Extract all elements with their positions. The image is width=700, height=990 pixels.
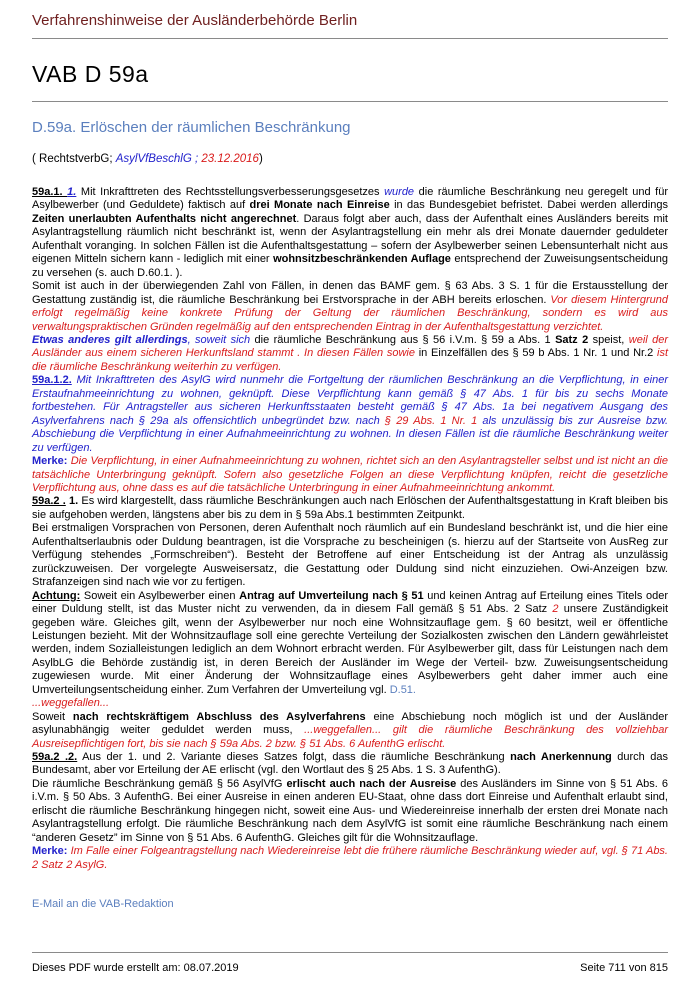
d51-link[interactable]: D.51. [389, 683, 416, 696]
para-etwas-anderes [32, 334, 668, 374]
para-merke-2 [32, 845, 668, 872]
text-run: nach Anerkennung [510, 751, 612, 764]
text-run: Zeiten unerlaubten Aufenthalts nicht angerechnet [32, 212, 297, 225]
text-run: Die Verpflichtung, in einer Aufnahmeeinrichtung zu wohnen, richtet sich an den Asylantragsteller selbst und ist nicht an die tatsächliche Unterbringung geknüpft. Sofern also gesetzliche Folgen an diese Verpflichtung knüpfen, reicht die gesetzliche Verpflichtung aus, ohne dass es auf die tatsächliche Unterbringung in einer Aufnahmeeinrichtung ankommt. [32, 455, 668, 494]
page-footer [32, 952, 668, 974]
text-run: in das Bundesgebiet befristet. Dabei werden allerdings [389, 199, 668, 212]
text-run: als unzulässig bis zur Ausreise bzw. Abschiebung die Verpflichtung in einer Aufnahmeeinrichtung zu wohnen. In diesen Fällen ist die räumliche Beschränkung weiter zu verfügen. [32, 414, 668, 454]
text-run: Die räumliche Beschränkung gemäß § 56 AsylVfG [32, 777, 287, 790]
para-somit [32, 280, 668, 334]
text-run: 1. [65, 495, 79, 508]
text-run: Mit Inkrafttreten des AsylG wird nunmehr die Fortgeltung der räumlichen Beschränkung an die Verpflichtung, in einer Erstaufnahmeeinrichtung zu wohnen, geknüpft. Diese Verpflichtung kann gemäß § 47 Abs. 1 für bis zu sechs Monate fortbestehen. Für Antragsteller aus sicheren Herkunftsstaaten besteht gemäß § 47 Abs. 1a bei negativem Ausgang des Asylverfahrens nach § 29a als offensichtlich unbegründet bzw. nach [32, 374, 668, 427]
text-run: ...weggefallen... [32, 697, 110, 710]
text-run: Mit Inkrafttreten des Rechtsstellungsverbesserungsgesetzes [76, 186, 385, 198]
text-run: 59a.1. [32, 186, 68, 198]
text-run: drei Monate nach Einreise [249, 199, 390, 212]
text-run: eine Abschiebung noch möglich ist und der Ausländer asylunabhängig weiter geduldet werden muss, [32, 710, 669, 737]
text-run: Vor diesem Hintergrund erfolgt regelmäßig keine konkrete Prüfung der Geltung der räumlichen Beschränkung, sondern es wird aus verwaltungspraktischen Gründen regelmäßig auf den entsprechenden Eintrag in der Aufenthaltsgestattung verzichtet. [32, 293, 668, 333]
text-run: die räumliche Beschränkung neu geregelt und für Asylbewerber (und Geduldete) faktisch auf [32, 186, 669, 212]
para-abschluss [32, 711, 668, 751]
text-run: ...weggefallen... gilt die räumliche Beschränkung des vollziehbar Ausreisepflichtigen fort, bis sie nach § 59a Abs. 2 bzw. § 51 Abs. 6 AufenthG erlischt. [32, 724, 669, 750]
text-run: nach rechtskräftigem Abschluss des Asylverfahrens [72, 710, 366, 723]
text-run: . Daraus folgt aber auch, dass der Aufenthalt eines Ausländers bereits mit Asylantragstellung räumlich nicht beschränkt ist, wenn der Asylantragstellung ein mehr als drei Monate dauernder geduldeter Aufenthalt voranging. In solchen Fällen ist die Aufenthaltsgestattung – sofern der Asylbewerber seinen Lebensunterhalt nicht aus eigenen Mitteln sichern kann - lediglich mit einer [32, 212, 668, 266]
para-ausreise [32, 778, 668, 845]
text-run: Etwas anderes gilt allerdings [32, 333, 188, 346]
header-divider [32, 38, 668, 39]
page-title: VAB D 59a [32, 61, 149, 87]
text-run: Aus der 1. und 2. Variante dieses Satzes folgt, dass die räumliche Beschränkung [77, 751, 511, 764]
para-59a2-2 [32, 751, 668, 778]
text-run: § 29 Abs. 1 Nr. 1 [384, 414, 478, 427]
para-59a1 [32, 186, 668, 280]
text-run: : [63, 845, 71, 858]
text-run: durch das Bundesamt, aber vor Erteilung der AE erlischt (vgl. den Wortlaut des § 25 Abs. 1 S. 3 AufenthG). [32, 751, 668, 777]
text-run: 2 [552, 603, 559, 616]
text-run: weil der Ausländer aus einem sicheren Herkunftsland stammt . In diesen Fällen sowie [32, 333, 668, 360]
text-run: ist die räumliche Beschränkung weiterhin zu verfügen. [32, 347, 668, 373]
text-run: Antrag auf Umverteilung nach § 51 [239, 589, 424, 602]
text-run: Im Falle einer Folgeantragstellung nach Wiedereinreise lebt die frühere räumliche Beschränkung wieder auf, vgl. § 71 Abs. 2 Satz 2 AsylG. [32, 845, 668, 871]
section-heading: D.59a. Erlöschen der räumlichen Beschränkung [32, 119, 351, 136]
para-weggefallen [32, 697, 668, 710]
text-run: Somit ist auch in der überwiegenden Zahl von Fällen, in denen das BAMF gem. § 63 Abs. 3 S. 1 für die Erstausstellung der Gestattung zuständig ist, die räumliche Beschränkung bei Erstvorsprache in der ABH bereits erloschen. [32, 280, 668, 306]
text-run: Merke [32, 455, 64, 468]
subtitle [32, 153, 668, 165]
text-run: Es wird klargestellt, dass räumliche Beschränkungen auch nach Erlöschen der Aufenthaltsgestattung in Kraft bleiben bis sie aufgehoben werden, längstens aber bis zu dem in § 59a Abs.1 bestimmten Zeitpunkt. [32, 495, 669, 521]
footer-created-date: Dieses PDF wurde erstellt am: 08.07.2019 [32, 962, 239, 974]
text-run: Bei erstmaligen Vorsprachen von Personen, deren Aufenthalt noch räumlich auf ein Bundesland beschränkt ist, und die hier eine Aufenthaltserlaubnis oder Duldung beantragen, ist die Vorsprache zu bescheinigen (s. hierzu auf der Startseite von AusReg zur Verfügung stehendes „Formschreiben“). Besteht der Betroffene auf einer Entscheidung ist der Antrag als unzulässig zurückzuweisen. Der vorgelegte Ausweisersatz, die Gestattung oder Duldung sind nicht einzuziehen. Owi-Anzeigen bzw. Strafanzeigen sind nach wie vor zu fertigen. [32, 522, 668, 589]
text-run: und keinen Antrag auf Erteilung eines Titels oder einer Duldung stellt, ist das Muster nicht zu verwenden, da in diesem Fall gemäß § 51 Abs. 2 Satz [32, 589, 668, 616]
text-run: des Ausländers im Sinne von § 51 Abs. 6 i.V.m. § 50 Abs. 3 AufenthG. Bei einer Ausreise in einen anderen EU-Staat, ohne dass dort Einreise und Aufenthalt erlaubt sind, erlischt die räumliche Beschränkung hingegen nicht, soweit eine Aus- und Wiedereinreise innerhalb der ersten drei Monate nach Asylantragstellung erfolgt. Die räumliche Beschränkung nach dem AsylVfG ist somit eine räumliche Beschränkung nach einem “anderen Gesetz” im Sinne von § 51 Abs. 6 AufenthG. Gleiches gilt für die Wohnsitzauflage. [32, 777, 668, 844]
text-run: unsere Zuständigkeit gegeben wäre. Gleiches gilt, wenn der Asylbewerber nur noch eine Wohnsitzauflage gem. § 60 besitzt, weil er öffentliche Leistungen bezieht. Mit der Wohnsitzauflage soll eine gerechte Verteilung der Sozialkosten zwischen den Ländern gewährleistet werden, indem Sozialleistungen lediglich an dem Wohnort erbracht werden. Für Asylbewerber gilt, dass für Leistungen nach dem AsylbLG die Behörde zuständig ist, in deren Bereich der Ausländer im Wege der Verteil- bzw. Zuweisungsentscheidung zugewiesen wurde. Mit einer Änderung der Wohnsitzauflage eines Asylbewerbers geht daher immer auch eine Umverteilungsentscheidung einher. Zum Verfahren der Umverteilung vgl. [32, 603, 669, 696]
text-run: erlischt auch nach der Ausreise [286, 777, 457, 790]
text-run: entsprechend der Zuweisungsentscheidung zu versehen (s. auch D.60.1. ). [32, 253, 668, 279]
para-59a2-1 [32, 495, 668, 522]
text-run: Merke [32, 845, 64, 858]
text-run: Soweit ein Asylbewerber einen [80, 589, 240, 602]
text-run: ( RechtstverbG; [32, 153, 116, 165]
text-run: die räumliche Beschränkung aus § 56 i.V.m. § 59 a Abs. 1 [250, 333, 556, 346]
text-run: : [63, 455, 71, 468]
text-run: AsylVfBeschlG ; [115, 153, 199, 165]
para-achtung [32, 590, 668, 698]
text-run: wohnsitzbeschränkenden Auflage [273, 253, 451, 266]
document-body [32, 186, 668, 872]
text-run: , soweit sich [187, 333, 251, 346]
para-merke-1 [32, 455, 668, 495]
text-run: 59a.2 . [32, 495, 66, 508]
text-run: 59a.2 .2. [32, 751, 78, 764]
text-run: Soweit [32, 710, 73, 723]
text-run: wurde [384, 186, 415, 198]
text-run: 1. [67, 186, 77, 198]
text-run: in Einzelfällen des § 59 b Abs. 1 Nr. 1 und Nr.2 [414, 347, 657, 360]
text-run: Achtung: [32, 589, 81, 602]
title-divider [32, 101, 668, 102]
text-run: Satz 2 [555, 333, 589, 346]
para-vorsprachen [32, 522, 668, 589]
footer-page-number: Seite 711 von 815 [580, 962, 668, 974]
text-run: 23.12.2016 [201, 153, 259, 165]
text-run: 59a.1.2. [32, 374, 72, 387]
document-header-title: Verfahrenshinweise der Ausländerbehörde Berlin [32, 12, 358, 29]
email-link[interactable]: E-Mail an die VAB-Redaktion [32, 898, 174, 911]
text-run: ) [258, 153, 263, 165]
text-run: speist, [588, 333, 629, 346]
para-59a12 [32, 374, 668, 455]
